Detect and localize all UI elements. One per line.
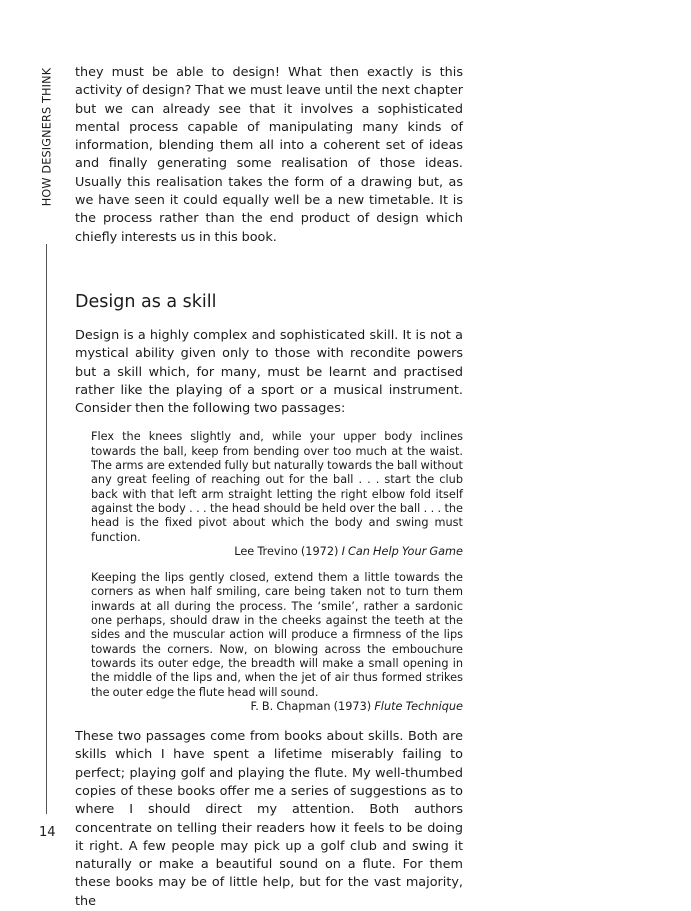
quote-attribution [91,700,463,714]
quote-attribution [91,545,463,559]
quote-book-title: Flute Technique [374,699,463,713]
vertical-rule [46,244,47,814]
running-header-text: HOW DESIGNERS THINK [40,67,54,206]
quote-text: Flex the knees slightly and, while your upper body inclines towards the ball, keep from bending over too much at the waist. The arms are extended fully but naturally towards the ball without any great feeling of reaching out for the ball . . . start the club back with that left arm straight letting the right elbow fold itself against the body . . . the head should be held over the ball . . . the head is the fixed pivot about which the body and swing must function. [91,430,463,544]
page-number: 14 [39,825,56,840]
page-body [75,64,463,911]
quote-author: Lee Trevino (1972) [234,544,339,558]
closing-paragraph: These two passages come from books about skills. Both are skills which I have spent a lifetime miserably failing to perfect; playing golf and playing the flute. My well-thumbed copies of these books offer me a series of suggestions as to where I should direct my attention. Both authors concentrate on telling their readers how it feels to be doing it right. A few people may pick up a golf club and swing it naturally or make a beautiful sound on a flute. For them these books may be of little help, but for the vast majority, the [75,729,463,909]
block-quote-flute [91,571,463,714]
running-header [37,64,57,209]
section-intro-paragraph: Design is a highly complex and sophisticated skill. It is not a mystical ability given only to those with recondite powers but a skill which, for many, must be learnt and practised rather like the playing of a sport or a musical instrument. Consider then the following two passages: [75,327,463,417]
quote-text: Keeping the lips gently closed, extend them a little towards the corners as when half smiling, care being taken not to turn them inwards at all during the process. The ‘smile’, rather a sardonic one perhaps, should draw in the cheeks against the teeth at the sides and the muscular action will produce a firmness of the lips towards the corners. Now, on blowing across the embouchure towards its outer edge, the breadth will make a small opening in the middle of the lips and, when the jet of air thus formed strikes the outer edge the flute head will sound. [91,571,463,699]
quote-author: F. B. Chapman (1973) [250,699,372,713]
section-heading: Design as a skill [75,291,217,312]
block-quote-golf [91,430,463,559]
quote-book-title: I Can Help Your Game [341,544,463,558]
opening-paragraph: they must be able to design! What then exactly is this activity of design? That we must leave until the next chapter but we can already see that it involves a sophisticated mental process capable of manipulating many kinds of information, blending them all into a coherent set of ideas and finally generating some realisation of those ideas. Usually this realisation takes the form of a drawing but, as we have seen it could equally well be a new timetable. It is the process rather than the end product of design which chiefly interests us in this book. [75,65,463,245]
